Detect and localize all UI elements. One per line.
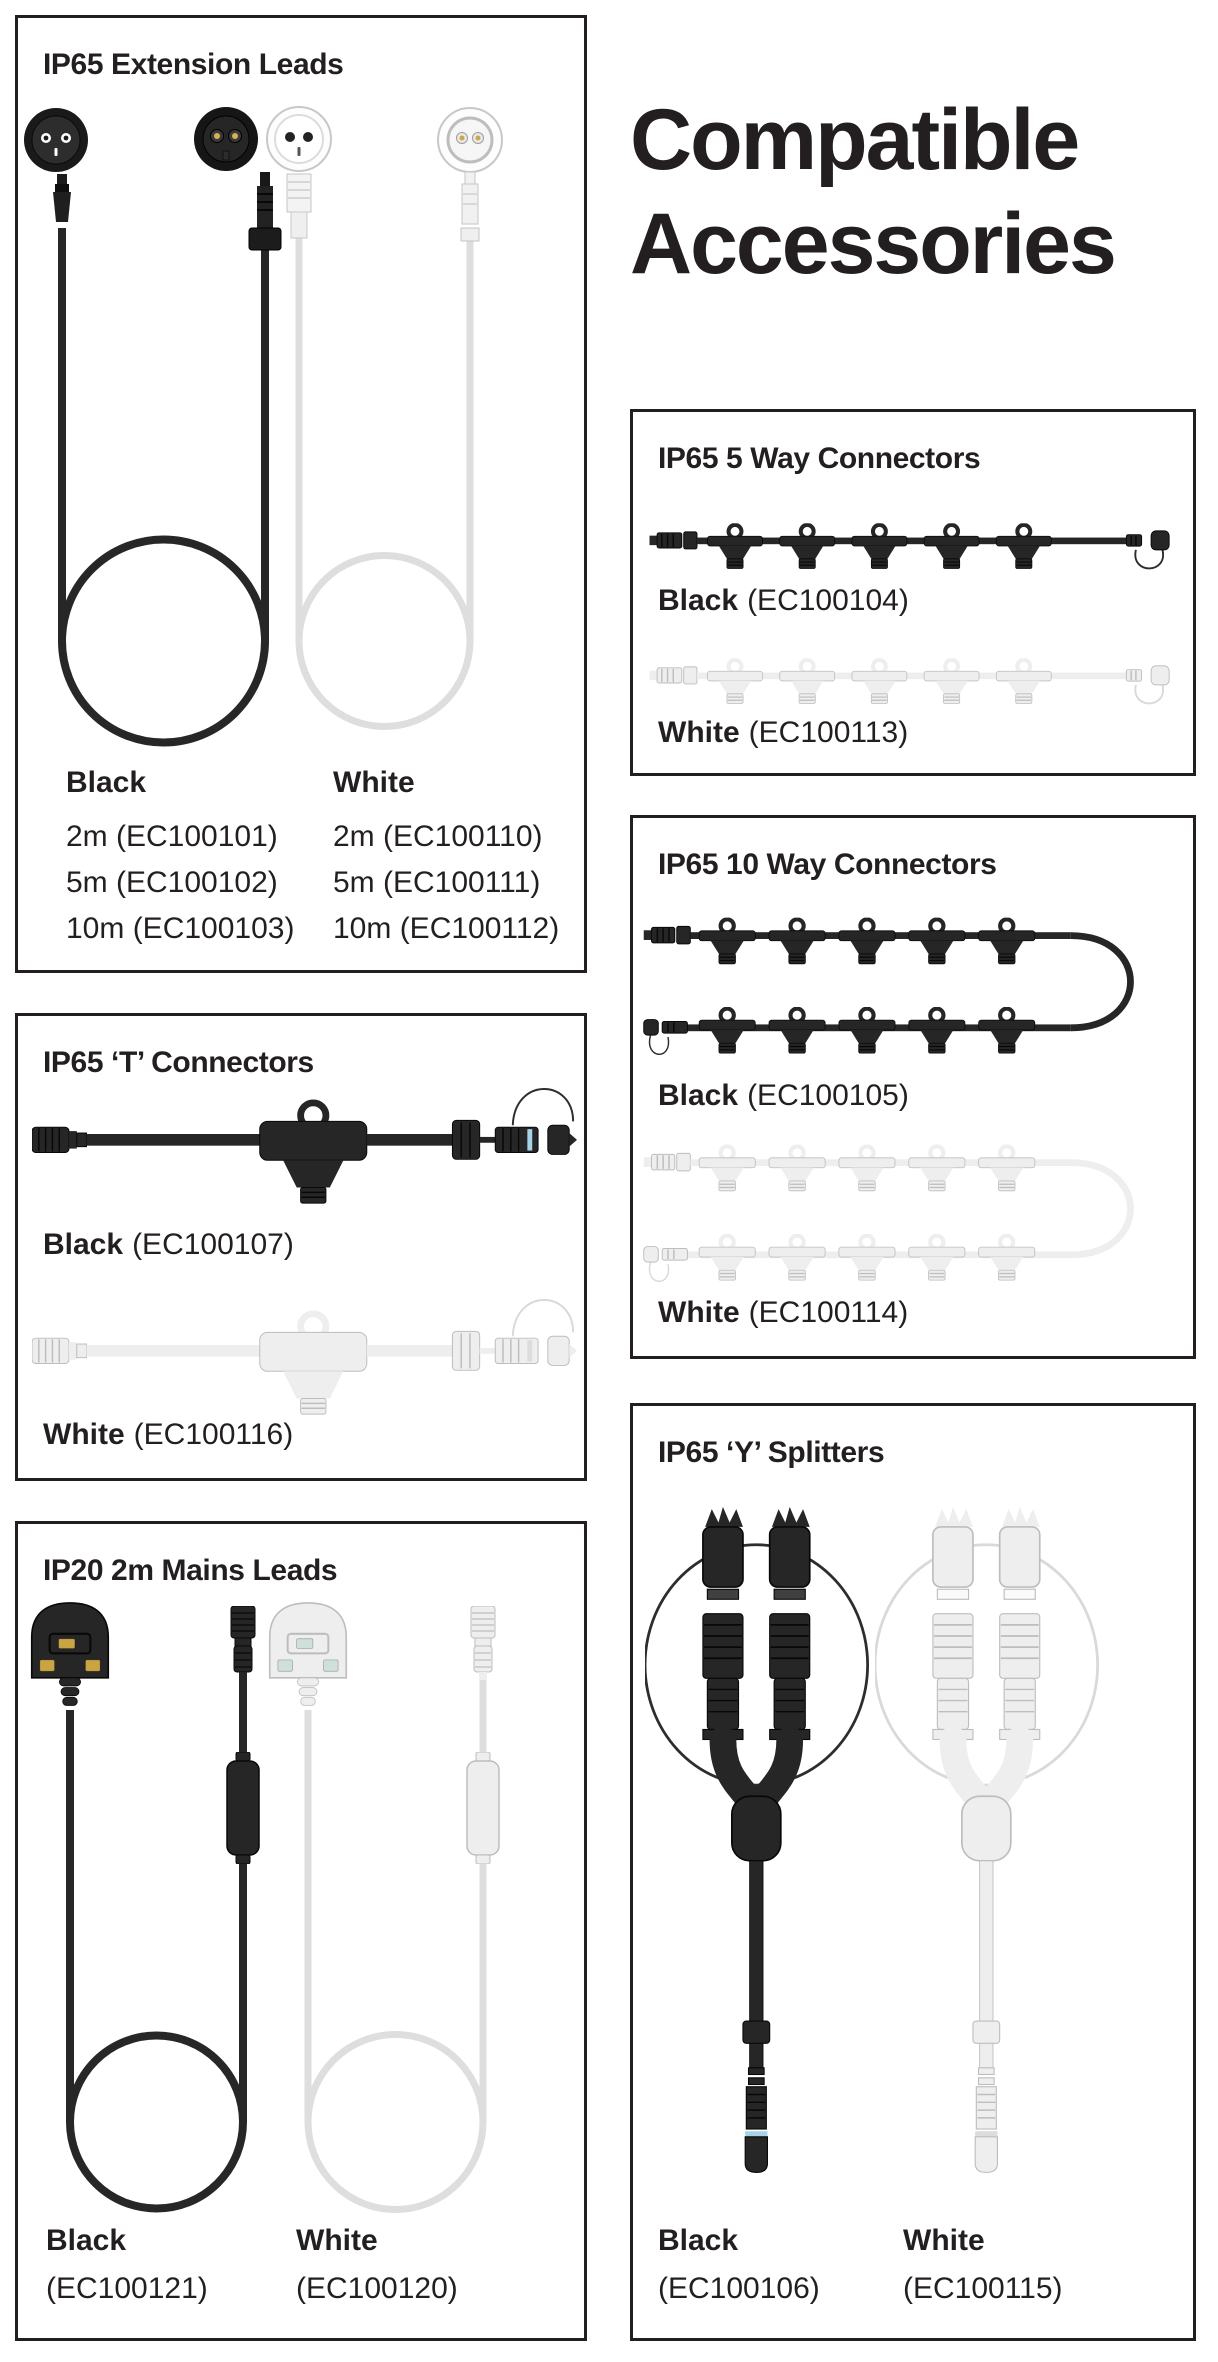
- product-code: 10m (EC100103): [66, 912, 295, 945]
- product-code: (EC100121): [46, 2272, 208, 2305]
- panel-10-way-connectors: [630, 815, 1196, 1359]
- panel-title-mains-leads: IP20 2m Mains Leads: [43, 1554, 338, 1587]
- product-code: (EC100113): [748, 716, 909, 749]
- color-label-white: White: [43, 1418, 125, 1451]
- mains-white-line: [296, 2224, 458, 2306]
- product-code: (EC100114): [748, 1296, 909, 1329]
- mains-black-line: [46, 2224, 208, 2306]
- y-splitters-illustration: [633, 1406, 1193, 2338]
- y-splitters-black-line: [658, 2224, 820, 2306]
- color-label-black: Black: [658, 2224, 739, 2257]
- product-code: (EC100115): [903, 2272, 1063, 2305]
- color-label-white: White: [658, 1296, 740, 1329]
- color-label-white: White: [658, 716, 740, 749]
- product-code: (EC100104): [747, 584, 909, 617]
- color-label-black: Black: [658, 584, 739, 617]
- panel-title-t-connectors: IP65 ‘T’ Connectors: [43, 1046, 314, 1079]
- product-code: 5m (EC100102): [66, 866, 278, 899]
- panel-title-y-splitters: IP65 ‘Y’ Splitters: [658, 1436, 885, 1469]
- extension-leads-white-column: [333, 766, 559, 952]
- page-title-line2: Accessories: [630, 196, 1115, 292]
- page-title-line1: Compatible: [630, 92, 1079, 188]
- y-splitters-white-line: [903, 2224, 1063, 2306]
- mains-leads-illustration: [18, 1524, 584, 2338]
- color-label-black: Black: [658, 1079, 739, 1112]
- panel-t-connectors: [15, 1013, 587, 1481]
- product-code: (EC100106): [658, 2272, 820, 2305]
- page-title: [630, 88, 1115, 296]
- color-label-white: White: [903, 2224, 985, 2257]
- 10-way-white-line: [658, 1296, 908, 1330]
- product-code: (EC100105): [747, 1079, 909, 1112]
- color-label-black: Black: [46, 2224, 127, 2257]
- product-code: (EC100120): [296, 2272, 458, 2305]
- product-code: (EC100107): [132, 1228, 294, 1261]
- color-label-black: Black: [43, 1228, 124, 1261]
- 10-way-black-line: [658, 1079, 909, 1113]
- panel-y-splitters: [630, 1403, 1196, 2341]
- t-connectors-black-line: [43, 1228, 294, 1262]
- panel-mains-leads: [15, 1521, 587, 2341]
- product-code: 2m (EC100110): [333, 820, 543, 853]
- t-connectors-white-line: [43, 1418, 293, 1452]
- panel-title-extension-leads: IP65 Extension Leads: [43, 48, 344, 81]
- color-label-white: White: [296, 2224, 378, 2257]
- 5-way-white-line: [658, 716, 908, 750]
- color-label-black: Black: [66, 766, 147, 799]
- 5-way-black-line: [658, 584, 909, 618]
- panel-extension-leads: [15, 15, 587, 973]
- product-code: 5m (EC100111): [333, 866, 541, 899]
- extension-leads-black-column: [66, 766, 294, 952]
- product-code: 2m (EC100101): [66, 820, 278, 853]
- color-label-white: White: [333, 766, 415, 799]
- product-code: 10m (EC100112): [333, 912, 560, 945]
- panel-title-5-way: IP65 5 Way Connectors: [658, 442, 981, 475]
- panel-title-10-way: IP65 10 Way Connectors: [658, 848, 997, 881]
- product-code: (EC100116): [133, 1418, 294, 1451]
- panel-5-way-connectors: [630, 409, 1196, 776]
